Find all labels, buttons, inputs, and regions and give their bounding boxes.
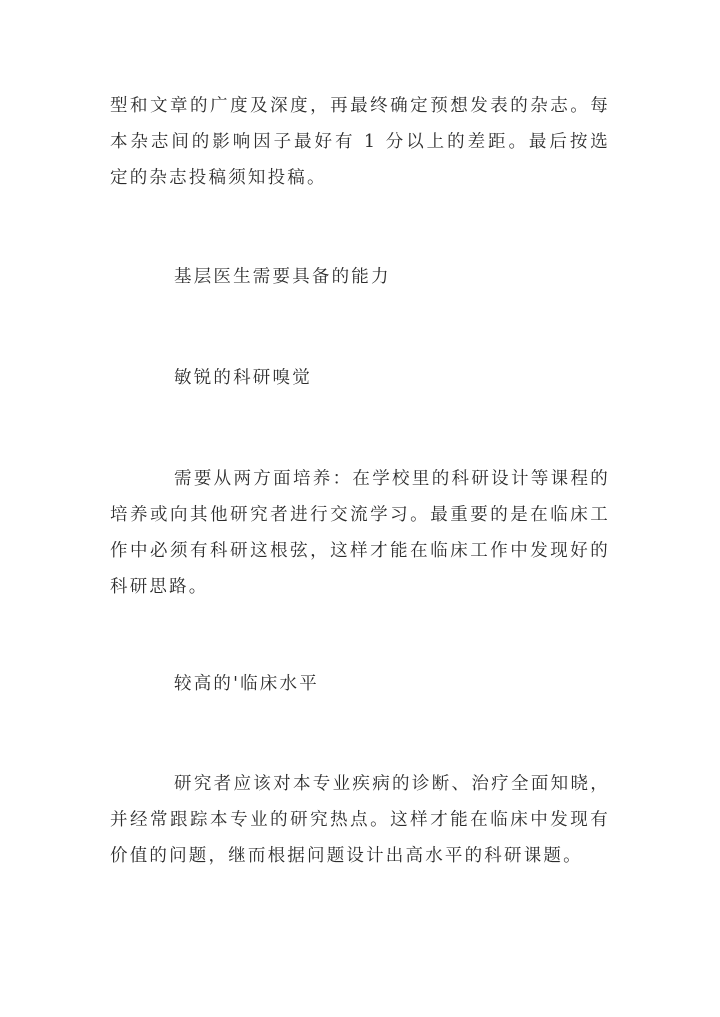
paragraph-research-training: 需要从两方面培养：在学校里的科研设计等课程的培养或向其他研究者进行交流学习。最重要的是在临床工作中必须有科研这根弦，这样才能在临床工作中发现好的科研思路。 [110, 469, 610, 597]
heading-research-sense: 敏锐的科研嗅觉 [174, 368, 312, 388]
heading-grassroots-doctor-abilities: 基层医生需要具备的能力 [174, 267, 391, 287]
heading-clinical-level: 较高的'临床水平 [174, 674, 319, 694]
paragraph-journal-selection: 型和文章的广度及深度，再最终确定预想发表的杂志。每本杂志间的影响因子最好有 1 分以上的差距。最后按选定的杂志投稿须知投稿。 [110, 96, 610, 188]
paragraph-clinical-knowledge: 研究者应该对本专业疾病的诊断、治疗全面知晓，并经常跟踪本专业的研究热点。这样才能在临床中发现有价值的问题，继而根据问题设计出高水平的科研课题。 [110, 774, 610, 866]
